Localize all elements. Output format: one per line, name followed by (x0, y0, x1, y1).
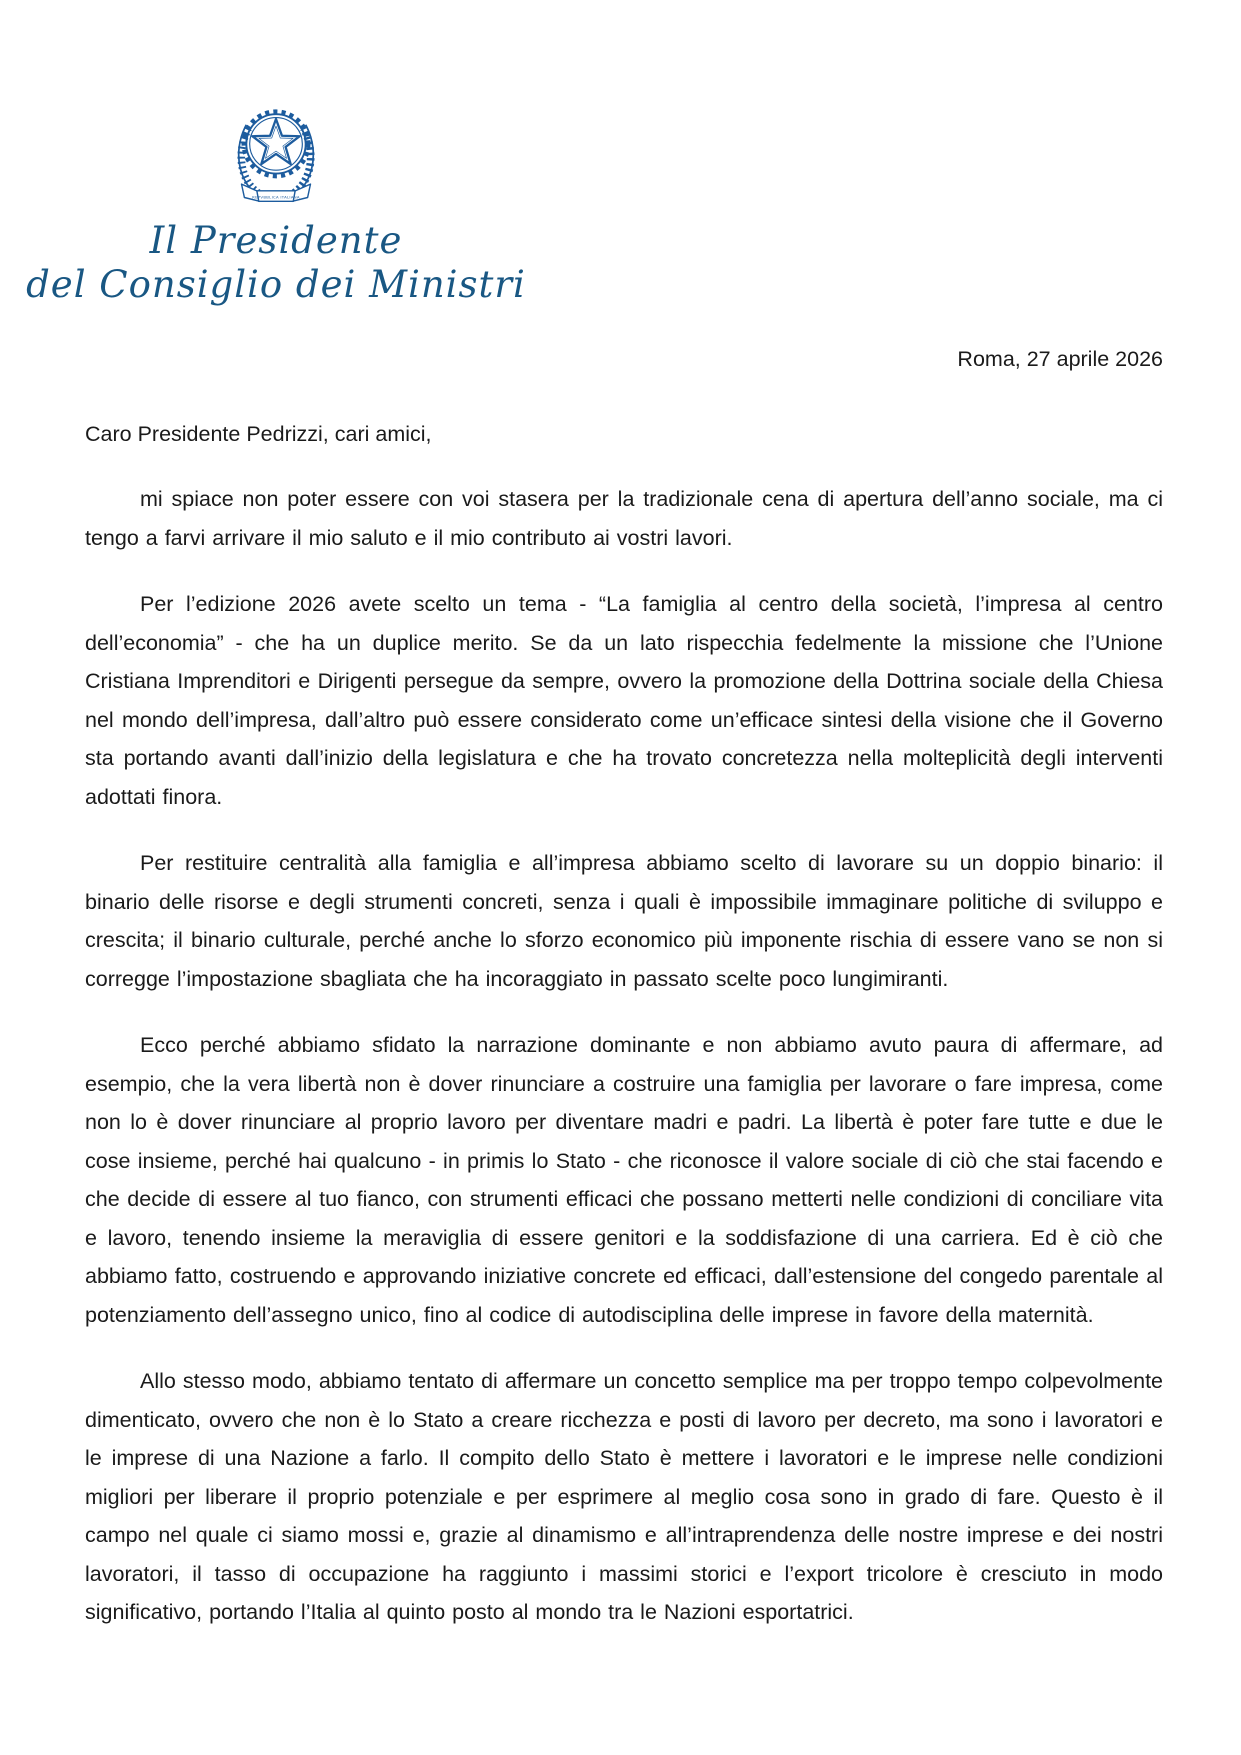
letter-paragraph: mi spiace non poter essere con voi stasera per la tradizionale cena di apertura dell’anno sociale, ma ci tengo a farvi arrivare il mio saluto e il mio contributo ai vostri lavori. (85, 487, 1163, 550)
date-line: Roma, 27 aprile 2026 (957, 347, 1163, 371)
letterhead (0, 0, 552, 307)
letterhead-title-line2: del Consiglio dei Ministri (26, 263, 526, 306)
letter-paragraph: Ecco perché abbiamo sfidato la narrazione dominante e non abbiamo avuto paura di affermare, ad esempio, che la vera libertà non è dover rinunciare a costruire una famiglia per lavorare o fare impresa, come non lo è dover rinunciare al proprio lavoro per diventare madri e padri. La libertà è poter fare tutte e due le cose insieme, perché hai qualcuno - in primis lo Stato - che riconosce il valore sociale di ciò che stai facendo e che decide di essere al tuo fianco, con strumenti efficaci che possano metterti nelle condizioni di conciliare vita e lavoro, tenendo insieme la meraviglia di essere genitori e la soddisfazione di una carriera. Ed è ciò che abbiamo fatto, costruendo e approvando iniziative concrete ed efficaci, dall’estensione del congedo parentale al potenziamento dell’assegno unico, fino al codice di autodisciplina delle imprese in favore della maternità. (85, 1033, 1163, 1327)
letter-content (85, 340, 1163, 1660)
letter-paragraph: Per l’edizione 2026 avete scelto un tema - “La famiglia al centro della società, l’impresa al centro dell’economia” - che ha un duplice merito. Se da un lato rispecchia fedelmente la missione che l’Unione Cristiana Imprenditori e Dirigenti persegue da sempre, ovvero la promozione della Dottrina sociale della Chiesa nel mondo dell’impresa, dall’altro può essere considerato come un’efficace sintesi della visione che il Governo sta portando avanti dall’inizio della legislatura e che ha trovato concretezza nella molteplicità degli interventi adottati finora. (85, 592, 1163, 809)
letterhead-title-line1: Il Presidente (149, 219, 403, 262)
letter-paragraph: Allo stesso modo, abbiamo tentato di affermare un concetto semplice ma per troppo tempo colpevolmente dimenticato, ovvero che non è lo Stato a creare ricchezza e posti di lavoro per decreto, ma sono i lavoratori e le imprese di una Nazione a farlo. Il compito dello Stato è mettere i lavoratori e le imprese nelle condizioni migliori per liberare il proprio potenziale e per esprimere al meglio cosa sono in grado di fare. Questo è il campo nel quale ci siamo mossi e, grazie al dinamismo e all’intraprendenza delle nostre imprese e dei nostri lavoratori, il tasso di occupazione ha raggiunto i massimi storici e l’export tricolore è cresciuto in modo significativo, portando l’Italia al quinto posto al mondo tra le Nazioni esportatrici. (85, 1369, 1163, 1624)
letter-body (85, 480, 1163, 1632)
salutation: Caro Presidente Pedrizzi, cari amici, (85, 422, 432, 446)
emblem-ribbon-text: REPVBBLICA ITALIANA (252, 194, 300, 200)
emblem-of-italy-icon (228, 96, 324, 209)
letter-paragraph: Per restituire centralità alla famiglia e all’impresa abbiamo scelto di lavorare su un doppio binario: il binario delle risorse e degli strumenti concreti, senza i quali è impossibile immaginare politiche di sviluppo e crescita; il binario culturale, perché anche lo sforzo economico più imponente rischia di essere vano se non si corregge l’impostazione sbagliata che ha incoraggiato in passato scelte poco lungimiranti. (85, 851, 1163, 991)
